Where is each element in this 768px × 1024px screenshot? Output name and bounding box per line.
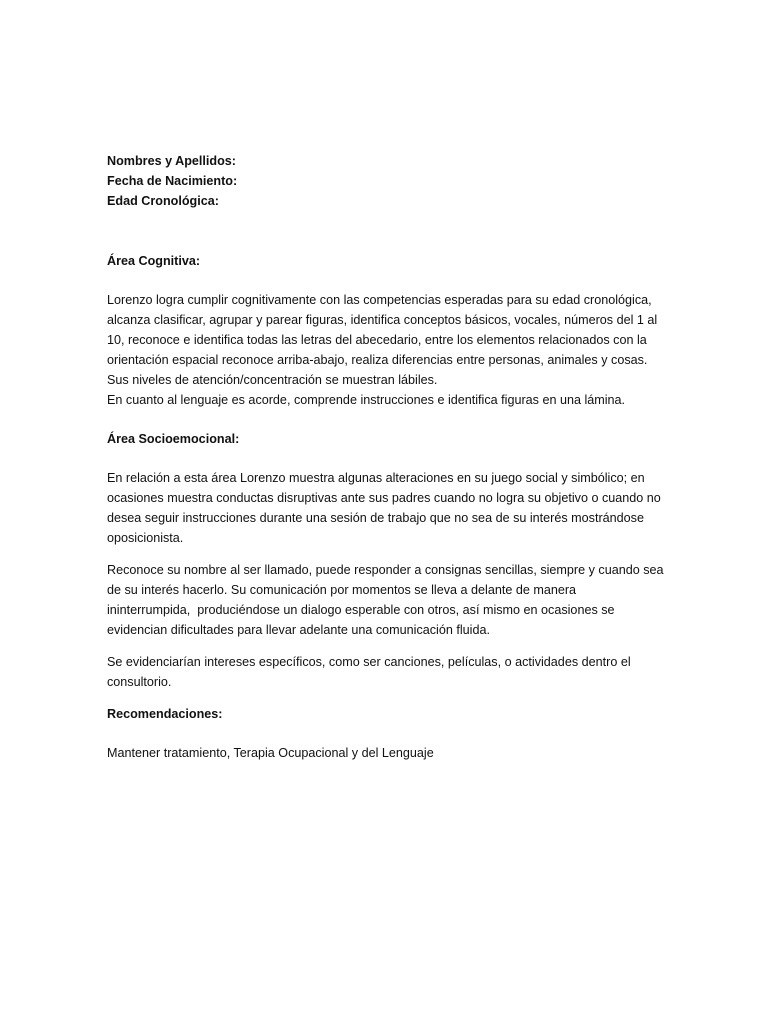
paragraph-line: En relación a esta área Lorenzo muestra algunas alteraciones en su juego social y simbólico; en: [107, 471, 645, 485]
paragraph-line: ocasiones muestra conductas disruptivas ante sus padres cuando no logra su objetivo o cuando no: [107, 491, 661, 505]
birthdate-field-label: Fecha de Nacimiento:: [107, 174, 238, 188]
paragraph-line: Reconoce su nombre al ser llamado, puede responder a consignas sencillas, siempre y cuando sea: [107, 563, 664, 577]
socioemotional-paragraph-2: [107, 560, 667, 640]
paragraph-line: 10, reconoce e identifica todas las letras del abecedario, entre los elementos relacionados con la: [107, 333, 647, 347]
section-title-socioemotional: Área Socioemocional:: [107, 432, 240, 446]
socioemotional-paragraph-3: [107, 652, 667, 692]
paragraph-line: desea seguir instrucciones durante una sesión de trabajo que no sea de su interés mostrándose: [107, 511, 644, 525]
name-field-label: Nombres y Apellidos:: [107, 154, 236, 168]
paragraph-line: alcanza clasificar, agrupar y parear figuras, identifica conceptos básicos, vocales, números del 1 al: [107, 313, 658, 327]
socioemotional-section: [107, 429, 667, 692]
paragraph-line: ininterrumpida, produciéndose un dialogo esperable con otros, así mismo en ocasiones se: [107, 603, 615, 617]
cognitive-paragraph: [107, 290, 667, 410]
paragraph-line: orientación espacial reconoce arriba-abajo, realiza diferencias entre personas, animales y cosas.: [107, 353, 648, 367]
recommendations-section: [107, 704, 667, 763]
patient-header: [107, 151, 667, 211]
section-title-cognitive: Área Cognitiva:: [107, 254, 201, 268]
section-title-recommendations: Recomendaciones:: [107, 707, 223, 721]
paragraph-line: evidencian dificultades para llevar adelante una comunicación fluida.: [107, 623, 490, 637]
paragraph-line: Lorenzo logra cumplir cognitivamente con las competencias esperadas para su edad cronológica,: [107, 293, 652, 307]
paragraph-line: Sus niveles de atención/concentración se muestran lábiles.: [107, 373, 438, 387]
document-page: [107, 151, 667, 763]
paragraph-line: Se evidenciarían intereses específicos, como ser canciones, películas, o actividades dentro el: [107, 655, 631, 669]
age-field-label: Edad Cronológica:: [107, 194, 219, 208]
socioemotional-paragraph-1: [107, 468, 667, 548]
recommendations-text: Mantener tratamiento, Terapia Ocupacional y del Lenguaje: [107, 746, 434, 760]
paragraph-line: consultorio.: [107, 675, 172, 689]
paragraph-line: de su interés hacerlo. Su comunicación por momentos se lleva a delante de manera: [107, 583, 577, 597]
paragraph-line: En cuanto al lenguaje es acorde, comprende instrucciones e identifica figuras en una lámina.: [107, 393, 626, 407]
paragraph-line: oposicionista.: [107, 531, 184, 545]
cognitive-section: [107, 251, 667, 410]
